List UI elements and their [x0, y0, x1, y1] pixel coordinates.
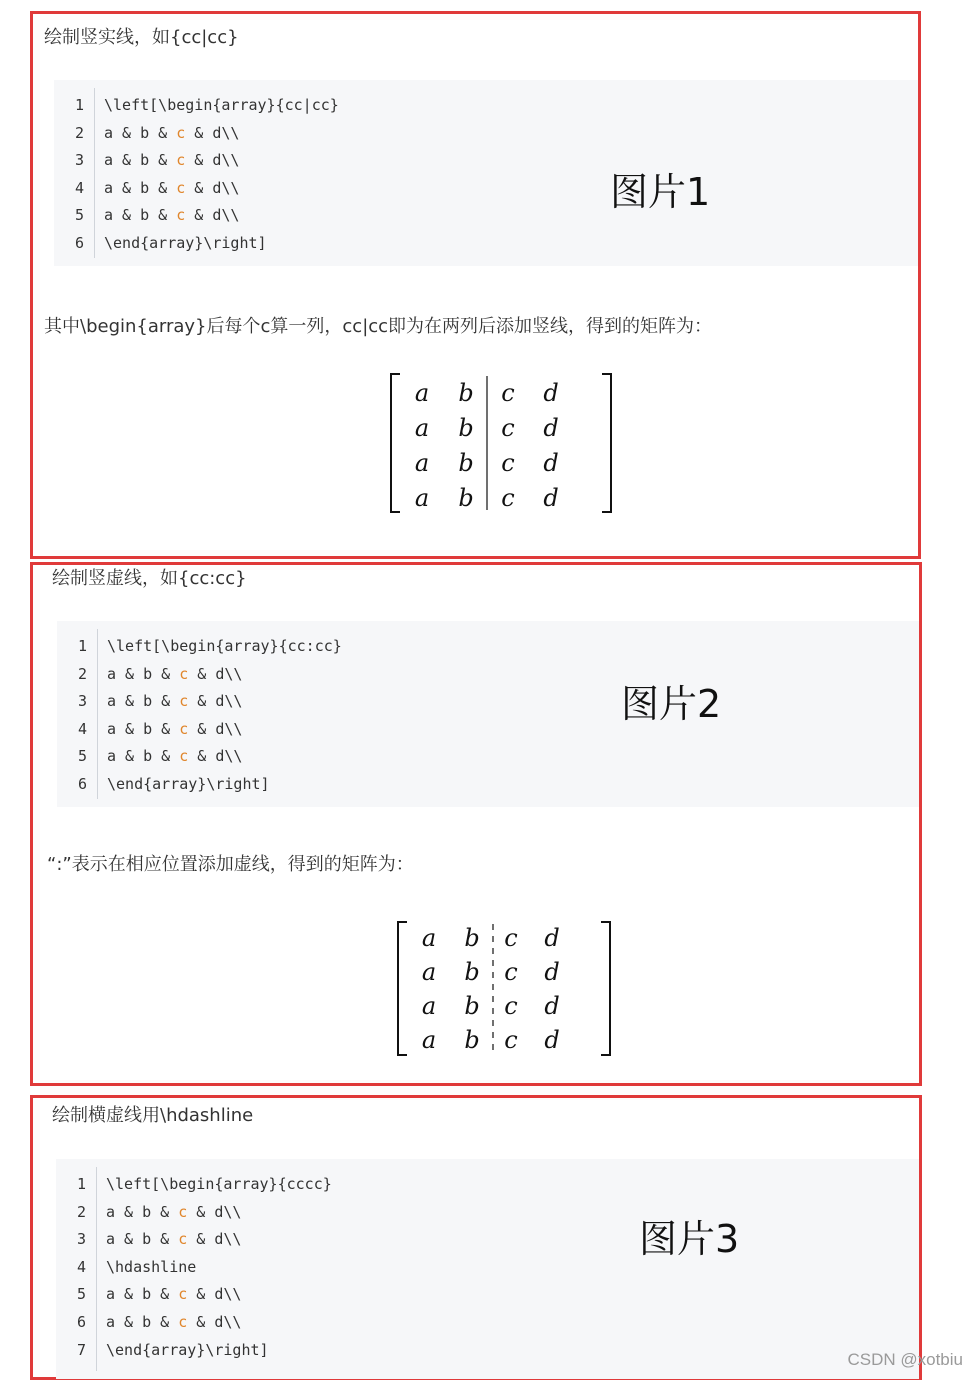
- code-token: & d\\: [187, 1312, 242, 1331]
- matrix-cell: c: [501, 414, 515, 442]
- code-text: [104, 120, 239, 148]
- code-text: [107, 633, 342, 661]
- code-line: [57, 743, 919, 771]
- code-line: [56, 1254, 919, 1282]
- line-number: 4: [76, 1257, 86, 1276]
- matrix-cell: b: [464, 1026, 480, 1054]
- line-number: 6: [77, 774, 87, 793]
- code-token-keyword: c: [178, 1285, 188, 1304]
- code-token-keyword: c: [178, 1312, 188, 1331]
- matrix-cell: b: [458, 379, 474, 407]
- code-line: [57, 771, 919, 799]
- code-text: [106, 1337, 269, 1365]
- code-text: [107, 661, 242, 689]
- code-text: [106, 1199, 241, 1227]
- code-token: a & b &: [107, 664, 180, 683]
- matrix-cell: a: [414, 379, 430, 407]
- code-token: & d\\: [185, 151, 240, 170]
- code-line: [54, 230, 918, 258]
- matrix-cell: b: [464, 992, 480, 1020]
- code-token: a & b &: [104, 178, 177, 197]
- code-token: a & b &: [107, 747, 180, 766]
- code-line: [56, 1226, 919, 1254]
- matrix-cell: d: [544, 924, 560, 952]
- line-number: 3: [74, 151, 84, 170]
- matrix-cell: c: [504, 958, 518, 986]
- code-token: & d\\: [188, 692, 243, 711]
- matrix-cell: c: [501, 379, 515, 407]
- figure-label: 图片3: [639, 1217, 740, 1261]
- code-token-keyword: c: [179, 692, 189, 711]
- line-number: 7: [76, 1340, 86, 1359]
- line-number: 5: [77, 747, 87, 766]
- matrix-svg: [395, 919, 635, 1064]
- matrix-cell: a: [414, 449, 430, 477]
- line-number: 5: [76, 1285, 86, 1304]
- code-line: [57, 661, 919, 689]
- left-bracket: [391, 374, 400, 512]
- matrix-figure-dashed: [395, 919, 635, 1068]
- code-token: a & b &: [104, 206, 177, 225]
- matrix-cell: c: [501, 449, 515, 477]
- code-text: [104, 175, 239, 203]
- matrix-cell: a: [414, 414, 430, 442]
- code-token-keyword: c: [179, 719, 189, 738]
- matrix-cell: a: [421, 924, 437, 952]
- code-token: & d\\: [185, 123, 240, 142]
- section-heading: 绘制竖实线，如{cc|cc}: [44, 27, 239, 48]
- matrix-cell: b: [458, 484, 474, 512]
- code-text: [107, 716, 242, 744]
- line-number: 3: [77, 692, 87, 711]
- code-token-keyword: c: [176, 178, 186, 197]
- code-block: [57, 621, 919, 807]
- code-line: [54, 147, 918, 175]
- line-number: 3: [76, 1230, 86, 1249]
- code-text: [107, 688, 242, 716]
- code-token: & d\\: [188, 747, 243, 766]
- line-number: 6: [74, 233, 84, 252]
- code-line: [54, 120, 918, 148]
- example-panel-dashed-vertical: [30, 562, 922, 1086]
- code-text: [106, 1281, 241, 1309]
- line-number: 1: [74, 96, 84, 114]
- code-token: a & b &: [104, 151, 177, 170]
- matrix-cell: d: [543, 379, 559, 407]
- code-line: [56, 1171, 919, 1199]
- code-token: \left[\begin{array}{cc|cc}: [104, 96, 339, 114]
- code-line: [57, 716, 919, 744]
- matrix-cell: b: [464, 924, 480, 952]
- line-number: 2: [77, 664, 87, 683]
- code-token: a & b &: [107, 719, 180, 738]
- matrix-cell: d: [544, 1026, 560, 1054]
- code-token-keyword: c: [178, 1202, 188, 1221]
- code-token: \end{array}\right]: [104, 233, 267, 252]
- code-line: [54, 202, 918, 230]
- code-token-keyword: c: [179, 664, 189, 683]
- section-heading: 绘制竖虚线，如{cc:cc}: [52, 568, 247, 589]
- code-line: [54, 92, 918, 120]
- code-token: & d\\: [188, 719, 243, 738]
- code-text: [107, 771, 270, 799]
- matrix-figure-solid: [388, 371, 628, 535]
- code-text: [104, 147, 239, 175]
- line-number: 2: [74, 123, 84, 142]
- section-heading: 绘制横虚线用\hdashline: [52, 1105, 254, 1126]
- line-number: 6: [76, 1312, 86, 1331]
- code-text: [104, 230, 267, 258]
- description-text: “:”表示在相应位置添加虚线，得到的矩阵为：: [47, 854, 414, 875]
- code-text: [106, 1254, 196, 1282]
- matrix-cell: b: [464, 958, 480, 986]
- matrix-cell: b: [458, 414, 474, 442]
- code-token: a & b &: [107, 692, 180, 711]
- code-text: [104, 92, 339, 120]
- code-text: [106, 1309, 241, 1337]
- code-token-keyword: c: [179, 747, 189, 766]
- watermark: CSDN @xotbiu: [847, 1350, 963, 1369]
- code-token: & d\\: [187, 1202, 242, 1221]
- matrix-cell: c: [504, 992, 518, 1020]
- code-block: [56, 1159, 919, 1379]
- matrix-cell: a: [421, 992, 437, 1020]
- matrix-cell: c: [501, 484, 515, 512]
- code-token-keyword: c: [178, 1230, 188, 1249]
- matrix-cell: b: [458, 449, 474, 477]
- code-token: & d\\: [185, 206, 240, 225]
- code-token: a & b &: [106, 1312, 179, 1331]
- code-line: [56, 1199, 919, 1227]
- left-bracket: [398, 922, 407, 1055]
- code-token: a & b &: [106, 1230, 179, 1249]
- code-token: a & b &: [104, 123, 177, 142]
- line-number: 2: [76, 1202, 86, 1221]
- matrix-cell: c: [504, 1026, 518, 1054]
- code-token: & d\\: [185, 178, 240, 197]
- example-panel-solid-line: [30, 11, 921, 559]
- line-number: 4: [77, 719, 87, 738]
- code-text: [106, 1226, 241, 1254]
- code-line: [56, 1309, 919, 1337]
- code-text: [107, 743, 242, 771]
- code-token: & d\\: [187, 1285, 242, 1304]
- figure-label: 图片1: [610, 170, 711, 214]
- line-number: 1: [77, 637, 87, 655]
- matrix-cell: a: [421, 1026, 437, 1054]
- description-text: 其中\begin{array}后每个c算一列，cc|cc即为在两列后添加竖线，得到的矩阵为：: [44, 316, 713, 337]
- matrix-cell: d: [543, 414, 559, 442]
- code-token: & d\\: [187, 1230, 242, 1249]
- code-token: \hdashline: [106, 1257, 197, 1276]
- matrix-cell: a: [414, 484, 430, 512]
- code-token: a & b &: [106, 1202, 179, 1221]
- matrix-cell: d: [544, 958, 560, 986]
- matrix-cell: a: [421, 958, 437, 986]
- code-line: [57, 688, 919, 716]
- code-token: \end{array}\right]: [107, 774, 270, 793]
- code-token: a & b &: [106, 1285, 179, 1304]
- line-number: 1: [76, 1175, 86, 1193]
- matrix-cell: d: [544, 992, 560, 1020]
- code-token-keyword: c: [176, 206, 186, 225]
- line-number: 4: [74, 178, 84, 197]
- code-token: \left[\begin{array}{cc:cc}: [107, 637, 342, 655]
- code-token: \left[\begin{array}{cccc}: [106, 1175, 332, 1193]
- code-line: [56, 1337, 919, 1365]
- matrix-cell: d: [543, 449, 559, 477]
- code-line: [57, 633, 919, 661]
- code-block: [54, 80, 918, 266]
- line-number: 5: [74, 206, 84, 225]
- code-line: [56, 1281, 919, 1309]
- code-token: \end{array}\right]: [106, 1340, 269, 1359]
- code-text: [104, 202, 239, 230]
- right-bracket: [602, 374, 611, 512]
- right-bracket: [601, 922, 610, 1055]
- code-line: [54, 175, 918, 203]
- matrix-svg: [388, 371, 628, 531]
- matrix-cell: c: [504, 924, 518, 952]
- code-text: [106, 1171, 332, 1199]
- code-token-keyword: c: [176, 151, 186, 170]
- matrix-cell: d: [543, 484, 559, 512]
- code-token: & d\\: [188, 664, 243, 683]
- figure-label: 图片2: [621, 682, 722, 726]
- code-token-keyword: c: [176, 123, 186, 142]
- example-panel-hdashline: [30, 1095, 922, 1380]
